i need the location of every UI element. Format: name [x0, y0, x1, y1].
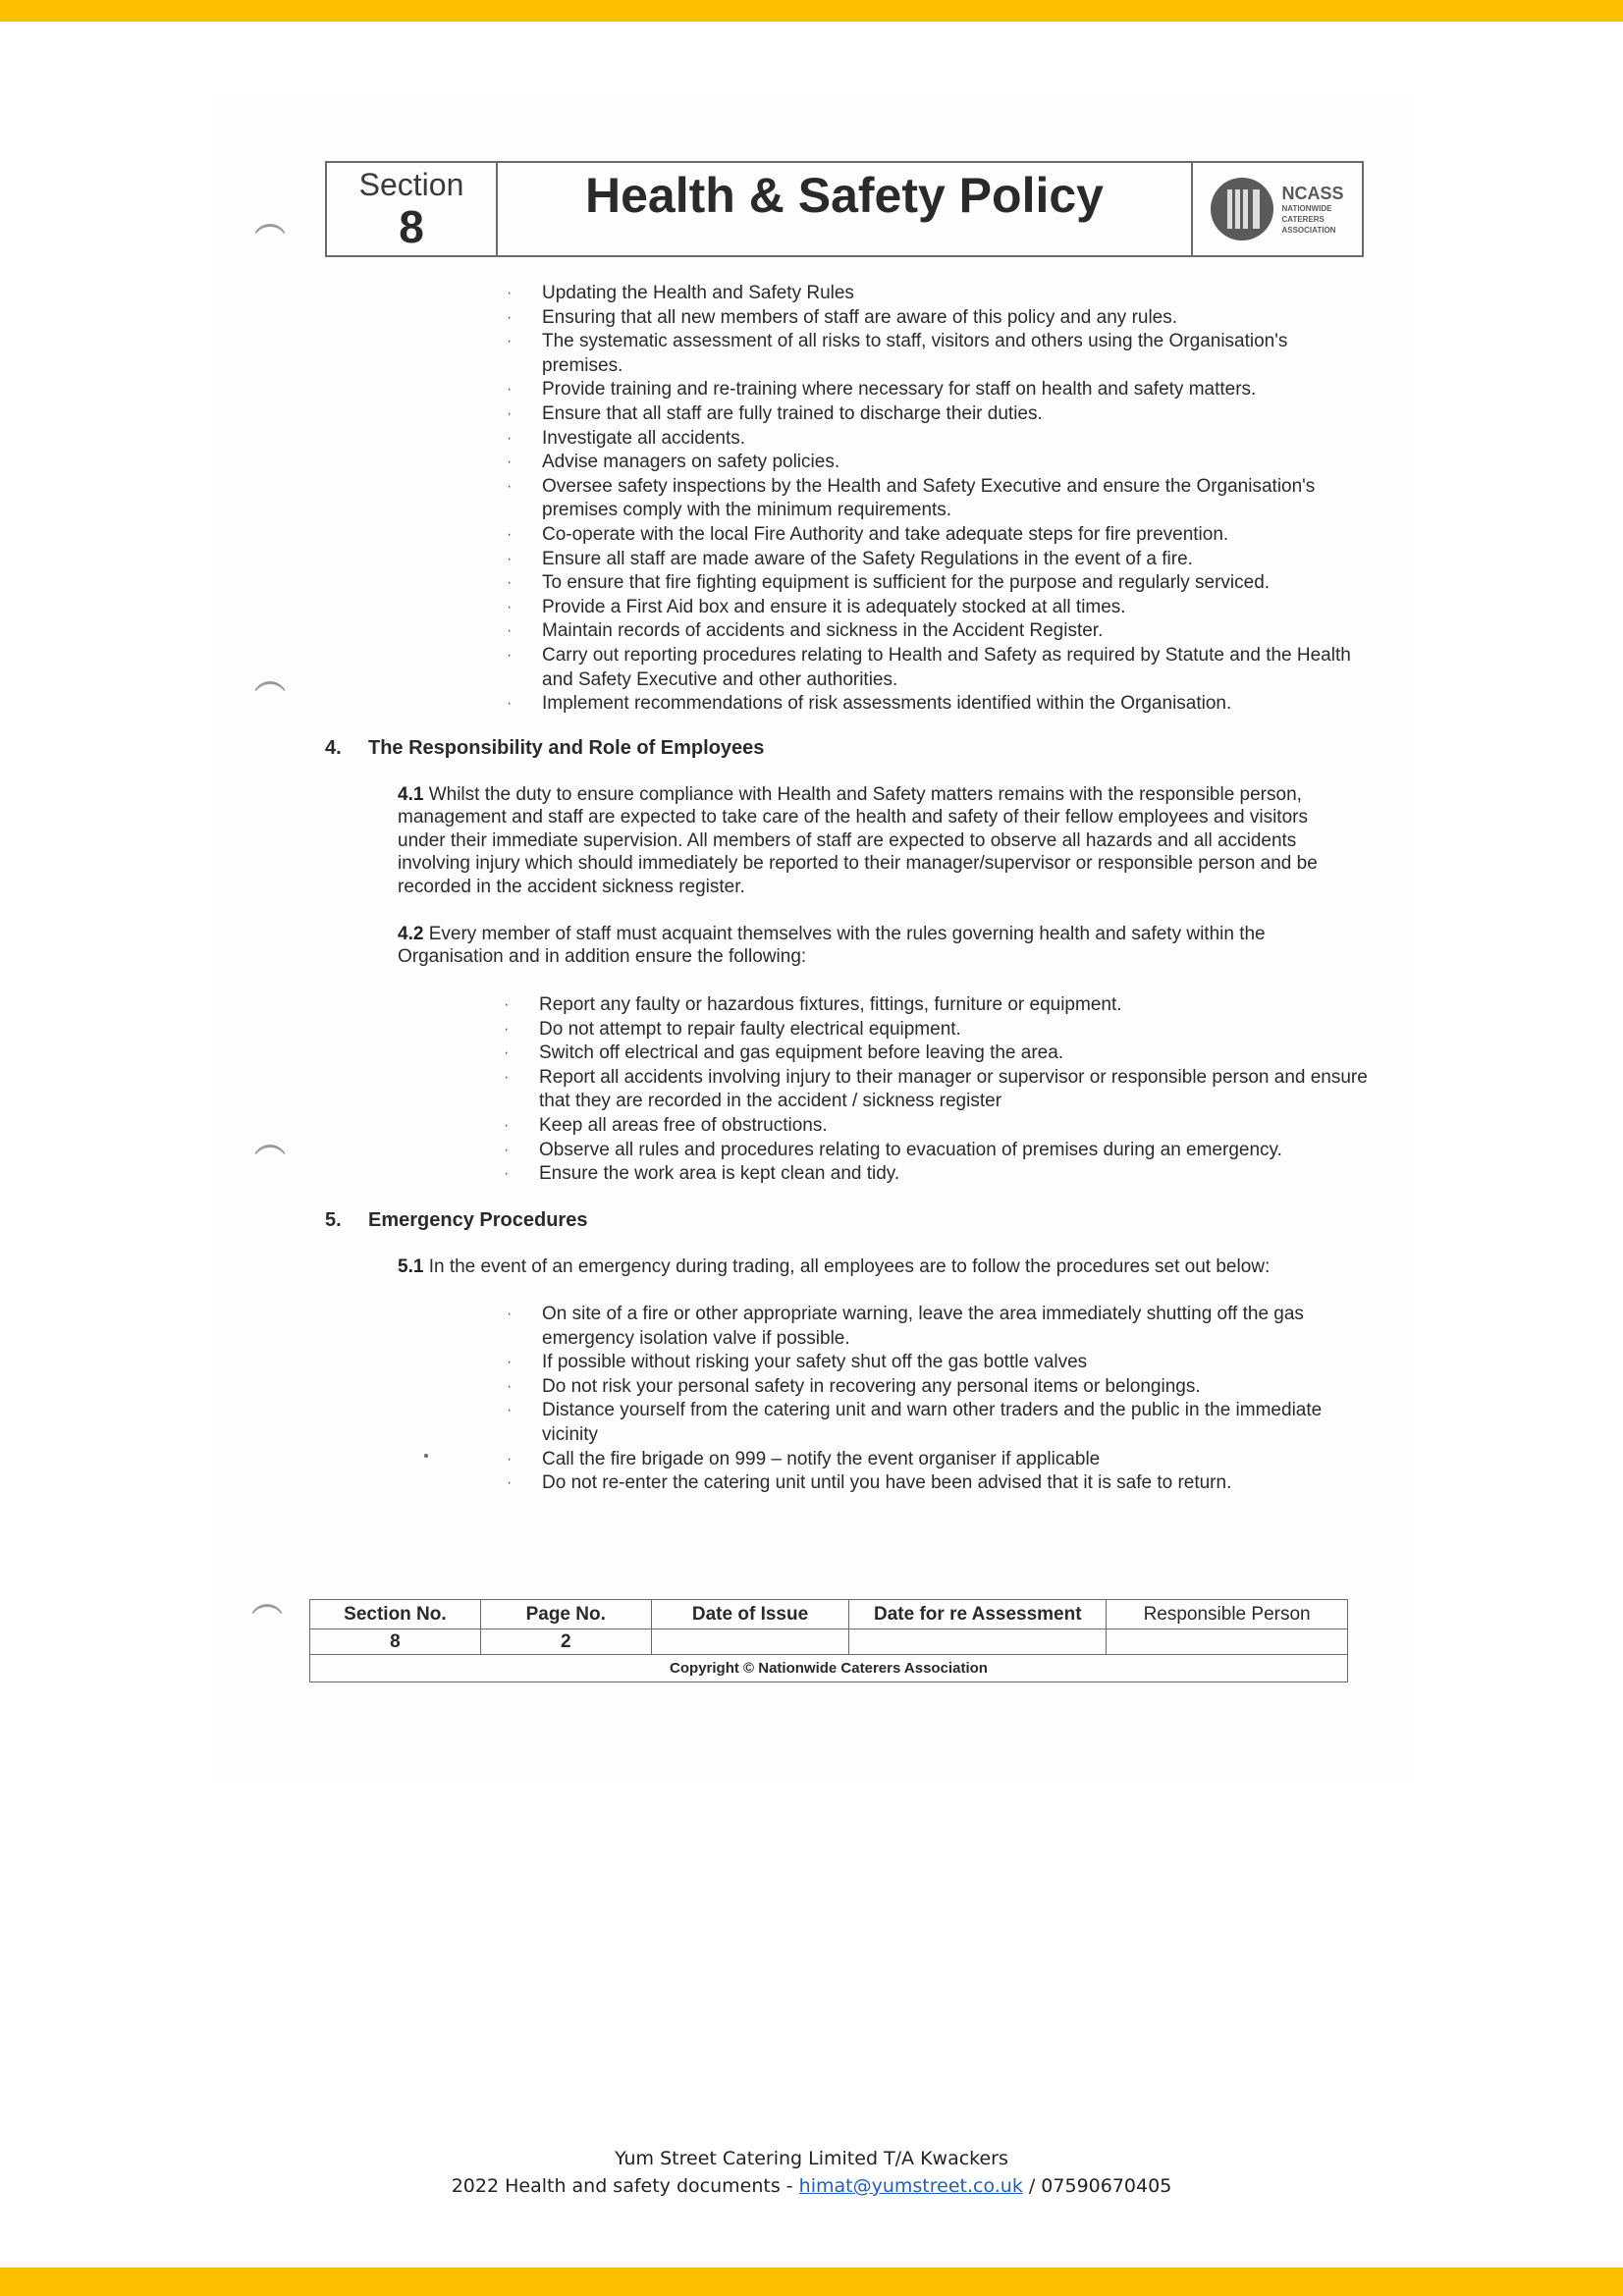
ncass-logo	[1193, 163, 1362, 255]
list-item: · Switch off electrical and gas equipment before leaving the area.	[504, 1041, 1368, 1066]
section-title: Emergency Procedures	[368, 1209, 588, 1231]
list-item: · Maintain records of accidents and sickness in the Accident Register.	[507, 619, 1371, 644]
list-item: · Ensure all staff are made aware of the Safety Regulations in the event of a fire.	[507, 548, 1371, 572]
paragraph-4-1	[398, 783, 1350, 898]
paragraph-5-1	[398, 1255, 1360, 1278]
table-header-row	[310, 1600, 1348, 1629]
list-item: · If possible without risking your safety shut off the gas bottle valves	[507, 1351, 1351, 1375]
contact-prefix: 2022 Health and safety documents -	[451, 2175, 799, 2197]
table-cell	[849, 1629, 1107, 1655]
table-header-cell: Section No.	[310, 1600, 481, 1629]
section-header-box	[325, 161, 1364, 257]
paragraph-text: Every member of staff must acquaint themselves with the rules governing health and safety within the Organisation and in addition ensure the following:	[398, 924, 1266, 968]
list-item: · Investigate all accidents.	[507, 427, 1371, 452]
scan-speck	[424, 1454, 428, 1458]
logo-line: ASSOCIATION	[1281, 225, 1336, 235]
list-item: · Distance yourself from the catering unit and warn other traders and the public in the immediate vicinity	[507, 1399, 1351, 1447]
list-item: · On site of a fire or other appropriate warning, leave the area immediately shutting off the gas emergency isolation valve if possible.	[507, 1303, 1351, 1351]
list-item: · Provide training and re-training where necessary for staff on health and safety matters.	[507, 378, 1371, 402]
paragraph-number: 5.1	[398, 1256, 424, 1277]
table-header-cell: Date for re Assessment	[849, 1600, 1107, 1629]
paragraph-text: Whilst the duty to ensure compliance with Health and Safety matters remains with the responsible person, management and staff are expected to take care of the health and safety of their fellow employees and visitors under their immediate supervision. All members of staff are expected to observe all hazards and all accidents involving injury which should immediately be reported to their manager/supervisor or responsible person and be recorded in the accident sickness register.	[398, 784, 1318, 897]
list-item: · Provide a First Aid box and ensure it is adequately stocked at all times.	[507, 596, 1371, 620]
punch-hole-mark	[249, 1604, 285, 1640]
logo-line: NATIONWIDE	[1281, 203, 1332, 213]
list-item: · Ensure the work area is kept clean and tidy.	[504, 1162, 1368, 1187]
list-item: · The systematic assessment of all risks to staff, visitors and others using the Organisation's premises.	[507, 330, 1371, 378]
logo-text	[1281, 184, 1343, 236]
contact-line	[0, 2175, 1623, 2197]
section-label-cell	[327, 163, 498, 255]
table-copyright-row	[310, 1655, 1348, 1682]
list-item: · Report any faulty or hazardous fixtures, fittings, furniture or equipment.	[504, 993, 1368, 1018]
section-title: The Responsibility and Role of Employees	[368, 737, 765, 759]
table-header-cell: Page No.	[480, 1600, 651, 1629]
list-item: · Call the fire brigade on 999 – notify the event organiser if applicable	[507, 1448, 1351, 1472]
list-item: · Observe all rules and procedures relating to evacuation of premises during an emergency.	[504, 1139, 1368, 1163]
duties-list	[507, 282, 1371, 717]
paragraph-4-2	[398, 923, 1350, 969]
email-link[interactable]: himat@yumstreet.co.uk	[798, 2175, 1023, 2197]
fork-knife-icon	[1211, 178, 1273, 240]
table-header-cell: Date of Issue	[651, 1600, 849, 1629]
contact-suffix: / 07590670405	[1022, 2175, 1172, 2197]
list-item: · Do not re-enter the catering unit until you have been advised that it is safe to return.	[507, 1471, 1351, 1496]
section-number: 8	[399, 201, 424, 252]
section-number: 5.	[325, 1209, 342, 1231]
copyright-text: Copyright © Nationwide Caterers Association	[310, 1655, 1348, 1682]
table-row	[310, 1629, 1348, 1655]
paragraph-text: In the event of an emergency during trading, all employees are to follow the procedures set out below:	[428, 1256, 1271, 1277]
table-cell: 8	[310, 1629, 481, 1655]
top-color-band	[0, 0, 1623, 22]
list-item: · Implement recommendations of risk assessments identified within the Organisation.	[507, 692, 1371, 717]
list-item: · Advise managers on safety policies.	[507, 451, 1371, 475]
table-cell	[1107, 1629, 1348, 1655]
company-line: Yum Street Catering Limited T/A Kwackers	[615, 2148, 1008, 2169]
logo-name: NCASS	[1281, 183, 1344, 203]
paragraph-number: 4.1	[398, 784, 424, 805]
document-control-table	[309, 1599, 1348, 1682]
table-header-cell: Responsible Person	[1107, 1600, 1348, 1629]
punch-hole-mark	[252, 1145, 288, 1181]
logo-line: CATERERS	[1281, 214, 1325, 224]
section-4-heading	[325, 737, 764, 760]
punch-hole-mark	[252, 224, 288, 260]
emergency-procedures-list	[507, 1303, 1351, 1496]
list-item: · Carry out reporting procedures relating to Health and Safety as required by Statute and the Health and Safety Executive and other authorities.	[507, 644, 1371, 692]
list-item: · To ensure that fire fighting equipment is sufficient for the purpose and regularly serviced.	[507, 571, 1371, 596]
section-number: 4.	[325, 737, 342, 759]
list-item: · Do not attempt to repair faulty electrical equipment.	[504, 1018, 1368, 1042]
section-5-heading	[325, 1209, 587, 1232]
list-item: · Ensuring that all new members of staff are aware of this policy and any rules.	[507, 306, 1371, 331]
paragraph-number: 4.2	[398, 924, 424, 944]
list-item: · Keep all areas free of obstructions.	[504, 1114, 1368, 1139]
list-item: · Ensure that all staff are fully trained to discharge their duties.	[507, 402, 1371, 427]
section-word: Section	[358, 167, 464, 202]
table-cell	[651, 1629, 849, 1655]
bottom-color-band	[0, 2268, 1623, 2296]
list-item: · Do not risk your personal safety in recovering any personal items or belongings.	[507, 1375, 1351, 1400]
list-item: · Updating the Health and Safety Rules	[507, 282, 1371, 306]
list-item: · Co-operate with the local Fire Authority and take adequate steps for fire prevention.	[507, 523, 1371, 548]
page-title: Health & Safety Policy	[498, 163, 1193, 255]
employee-duties-list	[504, 993, 1368, 1187]
list-item: · Report all accidents involving injury to their manager or supervisor or responsible person and ensure that they are recorded in the accident / sickness register	[504, 1066, 1368, 1114]
list-item: · Oversee safety inspections by the Health and Safety Executive and ensure the Organisation's premises comply with the minimum requirements.	[507, 475, 1371, 523]
punch-hole-mark	[252, 681, 288, 718]
table-cell: 2	[480, 1629, 651, 1655]
